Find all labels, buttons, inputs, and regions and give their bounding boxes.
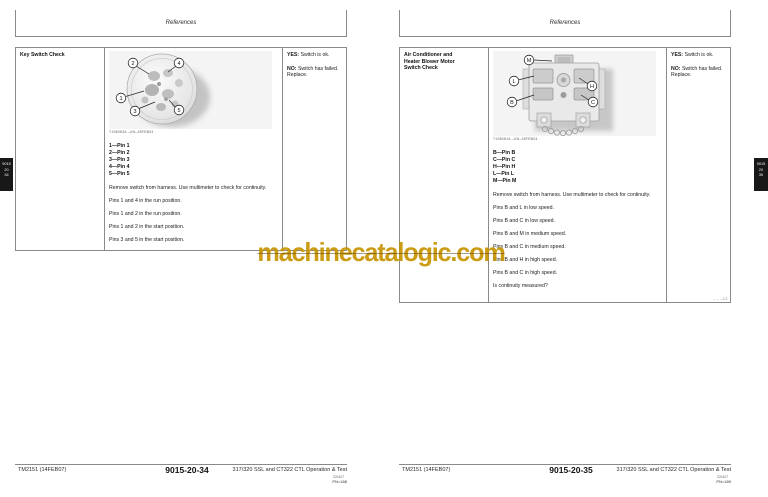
column-divider [666, 48, 667, 302]
figure-caption: T198081A –UN–28FEB04 [493, 137, 538, 141]
footer-manual-id: TM2151 (14FEB07) [402, 467, 451, 473]
tab-line: 20 [4, 167, 9, 172]
legend-line: C—Pin C [493, 157, 516, 163]
no-result [287, 66, 345, 79]
legend-line: 4—Pin 4 [109, 164, 130, 170]
result-cell [667, 48, 732, 86]
footer-print-code: 021407 [717, 474, 728, 479]
svg-text:M: M [526, 58, 532, 64]
svg-text:2: 2 [131, 61, 135, 67]
callout-b [507, 97, 517, 107]
svg-text:5: 5 [177, 108, 181, 114]
procedure-step: Pins B and C in medium speed. [493, 244, 566, 250]
callout-h [587, 81, 597, 91]
section-tab-left [0, 158, 13, 191]
callout-l [509, 76, 519, 86]
footer-manual-id: TM2151 (14FEB07) [18, 467, 67, 473]
no-text: Switch has failed. Replace. [287, 65, 339, 78]
footer-pn: PN=189 [716, 478, 731, 484]
legend-line: M—Pin M [493, 178, 517, 184]
yes-label: YES: [671, 52, 684, 58]
svg-text:B: B [510, 100, 514, 106]
tab-line: 9015 [756, 162, 766, 166]
no-text: Switch has failed. Replace. [671, 65, 723, 78]
check-title-cell [16, 48, 104, 63]
footer-book-title: 317/320 SSL and CT322 CTL Operation & Test [232, 467, 347, 473]
procedure-step: Pins 1 and 4 in the run position. [109, 198, 182, 204]
procedure-step: Pins B and H in high speed. [493, 257, 558, 263]
no-result [671, 66, 729, 79]
footer-pn: PN=188 [332, 478, 347, 484]
blower-switch-figure [493, 51, 656, 136]
callout-5 [174, 105, 184, 115]
procedure-step: Pins 1 and 2 in the start position. [109, 224, 185, 230]
svg-text:L: L [512, 79, 516, 85]
legend-line: 2—Pin 2 [109, 150, 130, 156]
watermark: machinecatalogic.com [257, 237, 505, 267]
footer-print-code: 021407 [333, 474, 344, 479]
check-title: Key Switch Check [20, 52, 65, 58]
references-label: References [165, 20, 197, 26]
footer-page-number: 9015-20-35 [549, 464, 593, 475]
procedure-question: Is continuity measured? [493, 283, 548, 289]
callout-4 [174, 58, 184, 68]
callout-c [588, 97, 598, 107]
svg-text:C: C [591, 100, 595, 106]
callout-3 [130, 106, 140, 116]
yes-text: Switch is ok. [684, 52, 714, 58]
yes-text: Switch is ok. [300, 52, 330, 58]
procedure-step: Pins B and C in low speed. [493, 218, 555, 224]
legend-line: 3—Pin 3 [109, 157, 130, 163]
procedure-step: Pins B and M in medium speed. [493, 231, 567, 237]
no-label: NO: [671, 65, 681, 72]
references-header [15, 10, 347, 37]
check-table [15, 47, 347, 251]
tab-line: 34 [4, 173, 9, 177]
svg-text:4: 4 [177, 61, 181, 67]
callout-2 [128, 58, 138, 68]
references-header [399, 10, 731, 37]
tab-line: 20 [758, 167, 764, 172]
svg-text:H: H [590, 84, 594, 90]
legend-line: 1—Pin 1 [109, 143, 130, 149]
legend-line: H—Pin H [493, 164, 516, 170]
figure-caption: T198083A –UN–28FEB04 [109, 130, 154, 134]
check-title: Air Conditioner and Heater Blower Motor Switch Check [404, 52, 455, 71]
section-tab-right [754, 158, 768, 191]
pin-legend [109, 143, 282, 178]
yes-result [671, 52, 729, 59]
key-switch-figure [109, 51, 272, 129]
callout-m [524, 55, 534, 65]
no-label: NO: [287, 65, 297, 72]
footer-book-title: 317/320 SSL and CT322 CTL Operation & Test [616, 467, 731, 473]
result-cell [283, 48, 348, 86]
legend-line: L—Pin L [493, 171, 515, 177]
legend-line: B—Pin B [493, 150, 516, 156]
procedure-step: Pins 3 and 5 in the start position. [109, 237, 185, 243]
references-label: References [549, 20, 581, 26]
callout-1 [116, 93, 126, 103]
tab-line: 35 [758, 173, 764, 177]
check-title-cell [400, 48, 488, 76]
procedure-step: Remove switch from harness. Use multimeter to check for continuity. [109, 185, 267, 191]
procedure-step: Pins B and L in low speed. [493, 205, 554, 211]
legend-line: 5—Pin 5 [109, 171, 130, 177]
table-continuation-marker: – – –1/1 [713, 297, 728, 301]
procedure-step: Remove switch from harness. Use multimeter to check for continuity. [493, 192, 651, 198]
svg-text:3: 3 [133, 109, 137, 115]
footer-page-number: 9015-20-34 [165, 464, 209, 475]
procedure-step: Pins 1 and 2 in the run position. [109, 211, 182, 217]
tab-line: 9015 [2, 162, 11, 166]
pin-legend [493, 150, 666, 185]
svg-text:1: 1 [119, 96, 123, 102]
yes-label: YES: [287, 52, 300, 58]
yes-result [287, 52, 345, 59]
procedure-cell [489, 48, 666, 289]
procedure-cell [105, 48, 282, 243]
procedure-step: Pins B and C in high speed. [493, 270, 558, 276]
